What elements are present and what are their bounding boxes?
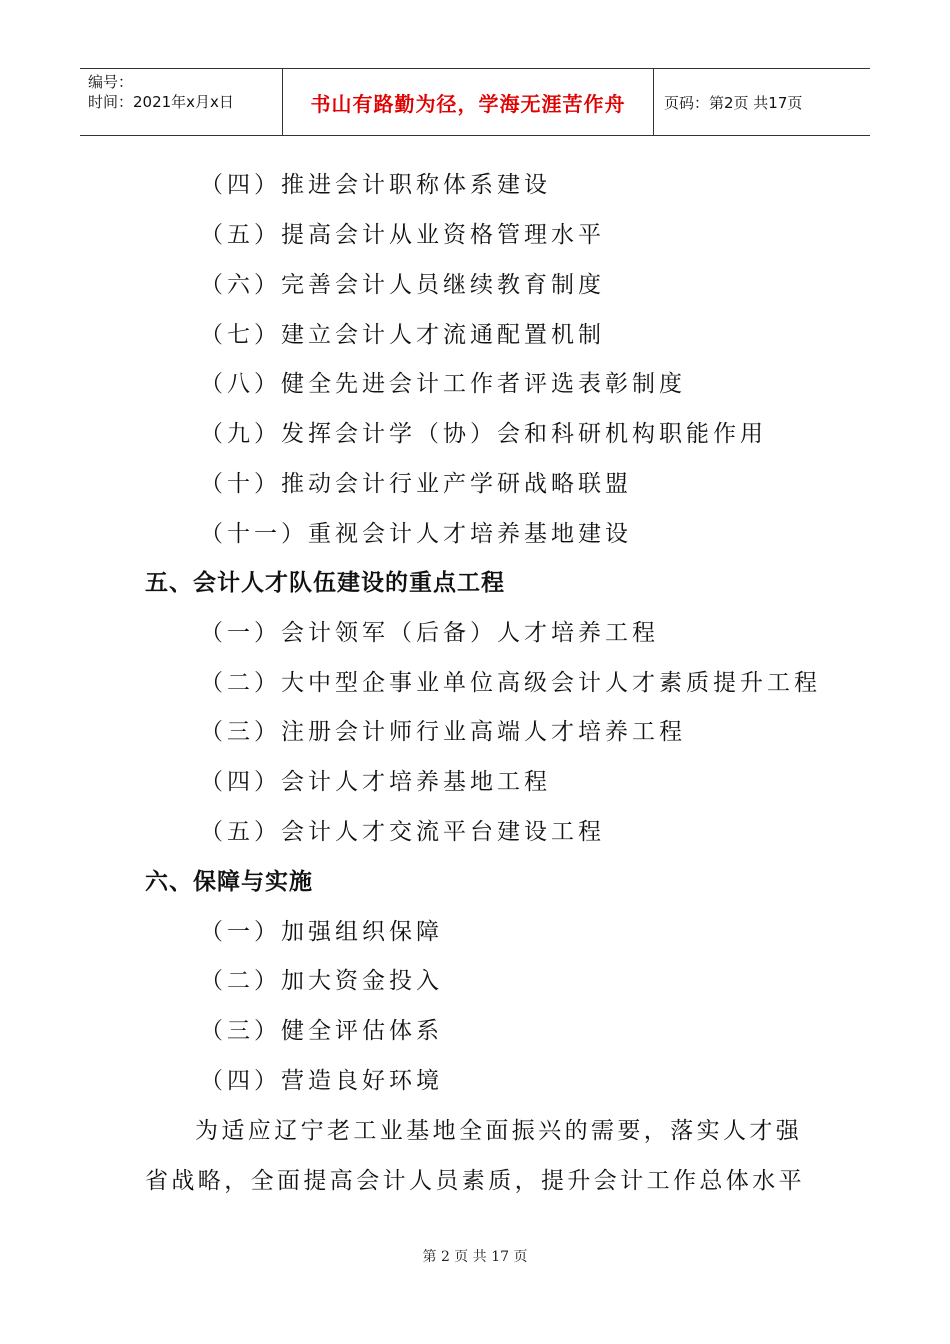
list-item: （二）加大资金投入 — [200, 968, 443, 994]
list-item: （五）会计人才交流平台建设工程 — [200, 819, 605, 845]
paragraph-line: 为适应辽宁老工业基地全面振兴的需要，落实人才强 — [195, 1118, 803, 1144]
header-meta — [80, 69, 282, 135]
list-item: （七）建立会计人才流通配置机制 — [200, 322, 605, 348]
list-item: （三）健全评估体系 — [200, 1018, 443, 1044]
list-item: （十一）重视会计人才培养基地建设 — [200, 521, 632, 547]
list-item: （八）健全先进会计工作者评选表彰制度 — [200, 371, 686, 397]
list-item: （五）提高会计从业资格管理水平 — [200, 222, 605, 248]
list-item: （四）会计人才培养基地工程 — [200, 769, 551, 795]
motto: 书山有路勤为径，学海无涯苦作舟 — [310, 91, 626, 116]
list-item: （一）会计领军（后备）人才培养工程 — [200, 620, 659, 646]
section-heading-5: 五、会计人才队伍建设的重点工程 — [145, 570, 505, 596]
list-item: （六）完善会计人员继续教育制度 — [200, 272, 605, 298]
paragraph-line: 省战略，全面提高会计人员素质，提升会计工作总体水平 — [145, 1168, 805, 1194]
list-item: （一）加强组织保障 — [200, 919, 443, 945]
list-item: （九）发挥会计学（协）会和科研机构职能作用 — [200, 421, 767, 447]
section-heading-6: 六、保障与实施 — [145, 869, 313, 895]
list-item: （二）大中型企事业单位高级会计人才素质提升工程 — [200, 670, 821, 696]
page-code: 页码：第2页 共17页 — [664, 93, 803, 112]
number-label: 编号： — [88, 73, 134, 91]
date-label: 时间：2021年x月x日 — [88, 93, 234, 111]
header-motto-cell — [282, 69, 654, 135]
page-footer: 第 2 页 共 17 页 — [422, 1249, 528, 1265]
header-page-cell — [654, 69, 870, 135]
list-item: （四）推进会计职称体系建设 — [200, 172, 551, 198]
list-item: （三）注册会计师行业高端人才培养工程 — [200, 719, 686, 745]
list-item: （四）营造良好环境 — [200, 1068, 443, 1094]
list-item: （十）推动会计行业产学研战略联盟 — [200, 471, 632, 497]
page-header — [80, 68, 870, 136]
